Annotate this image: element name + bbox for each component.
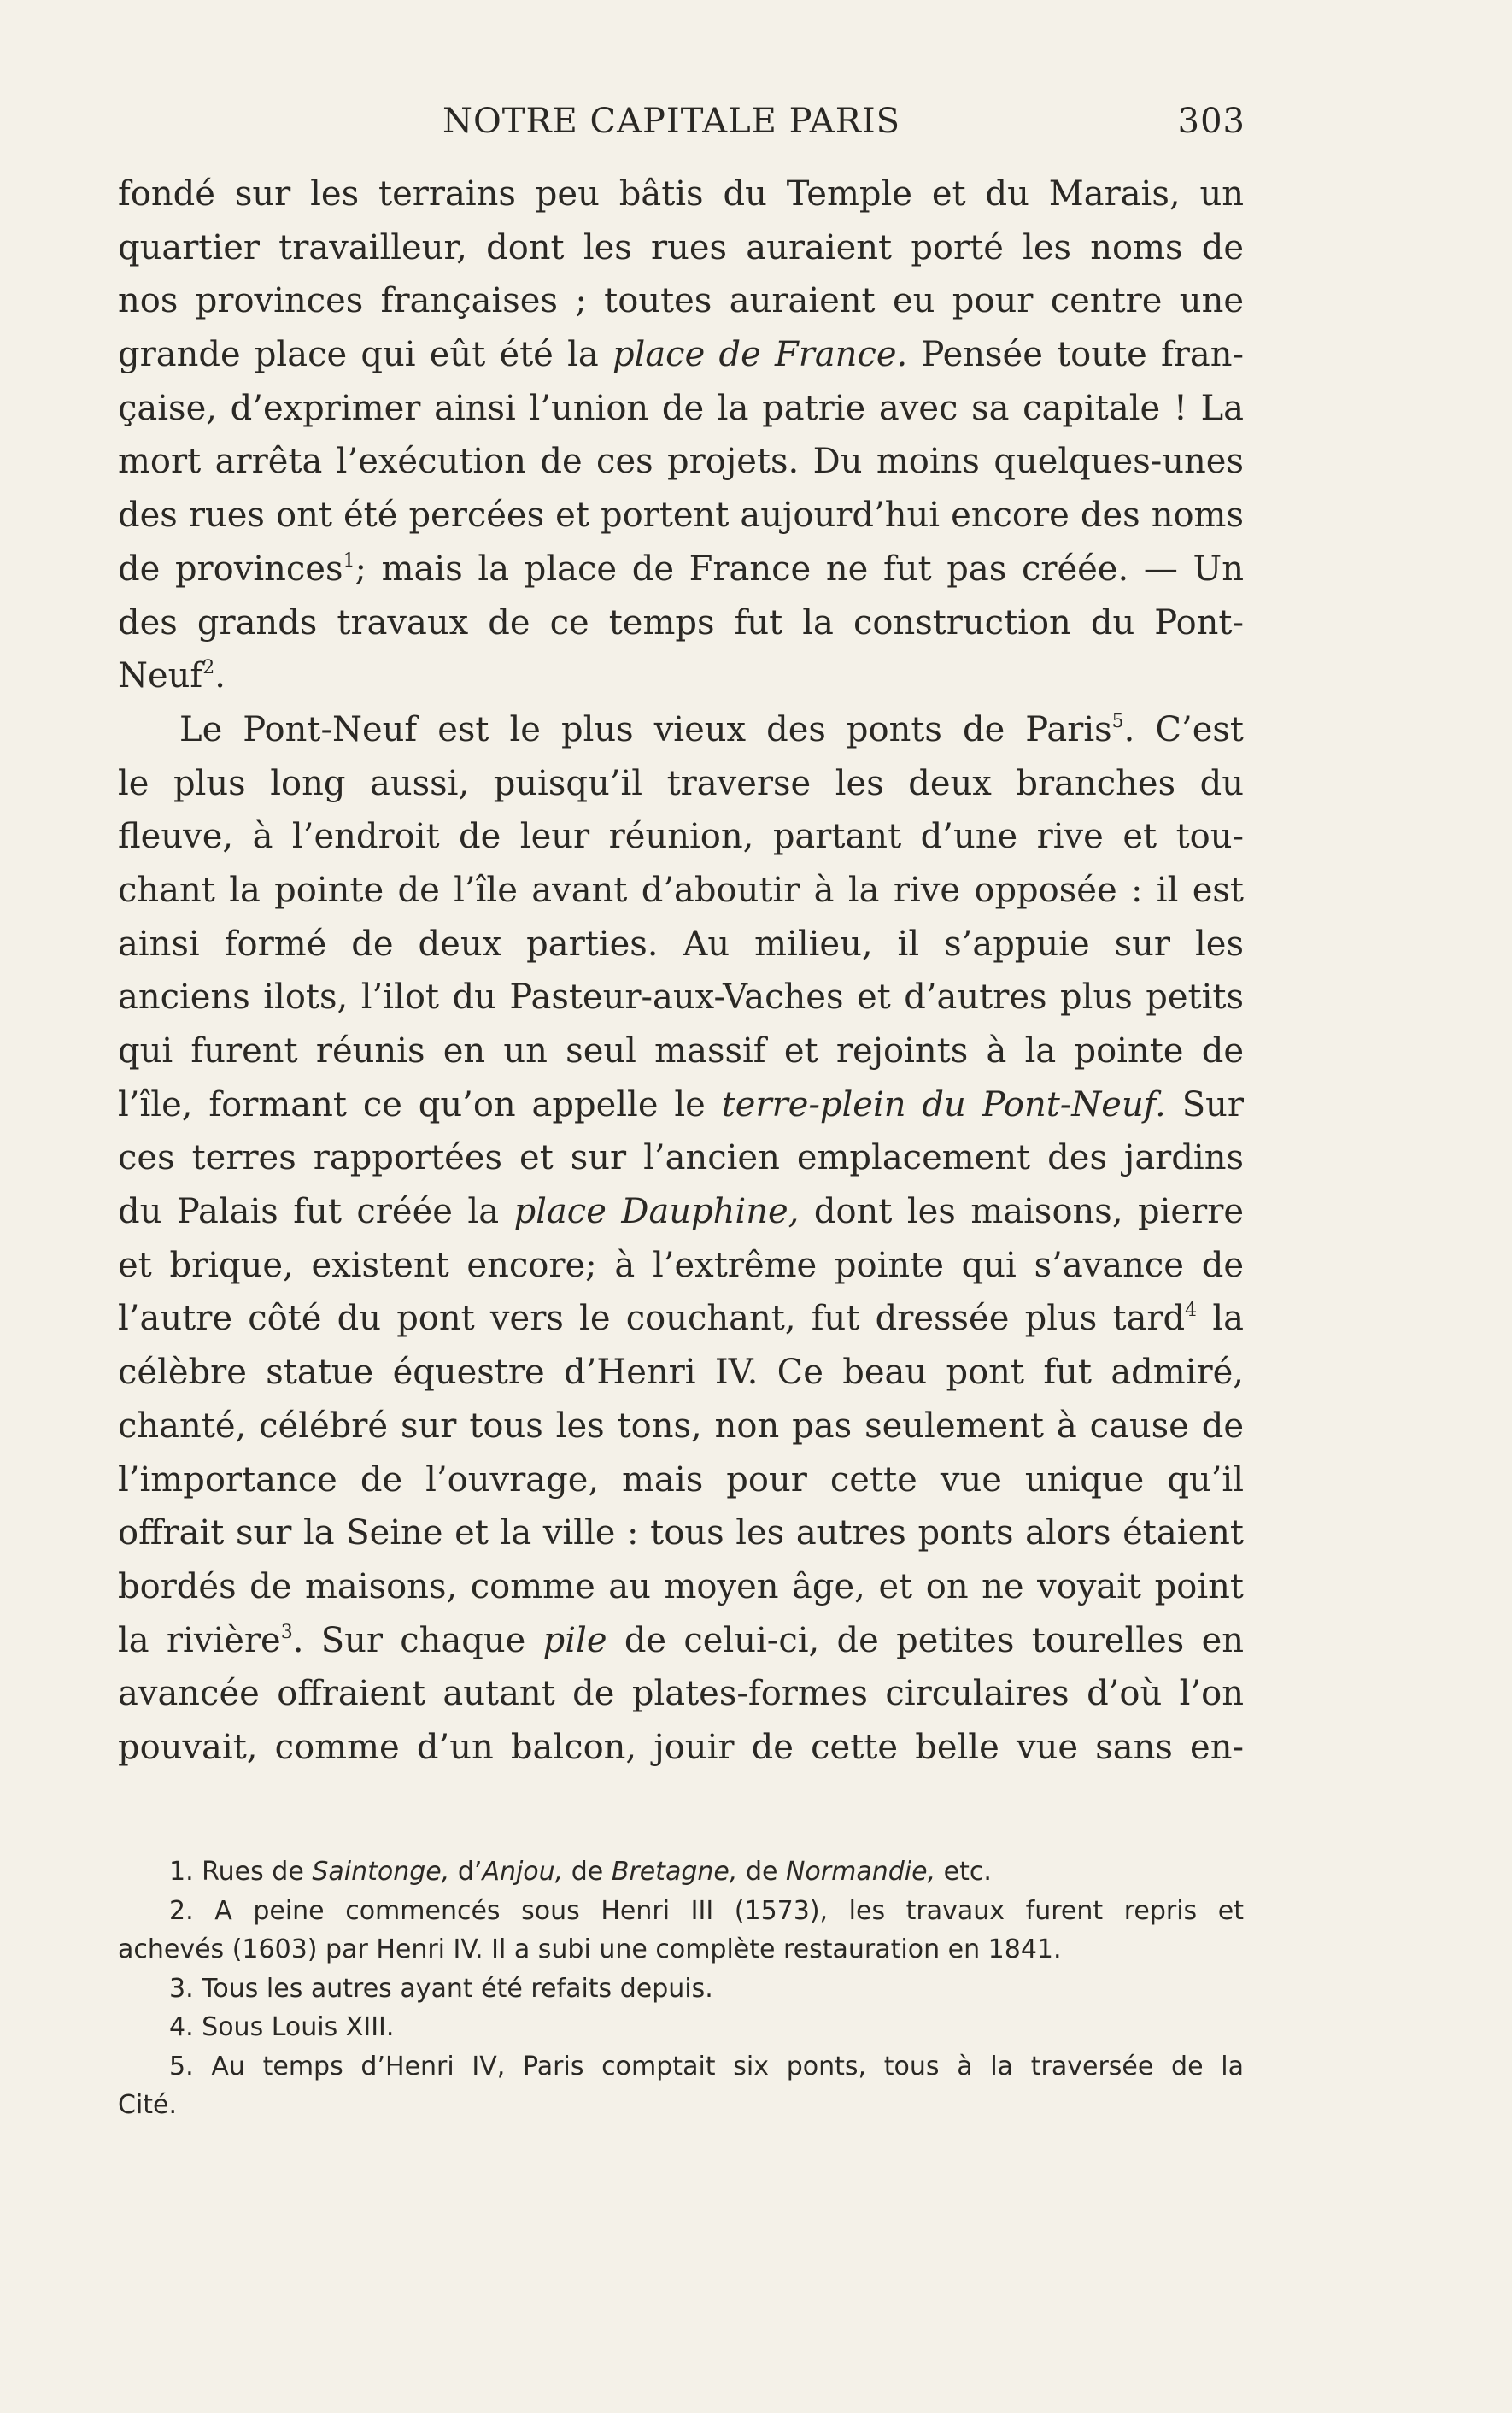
italic-pile: pile	[542, 1620, 607, 1660]
italic-place-dauphine: place Dauphine,	[513, 1192, 800, 1232]
footnote-ref-4: 4	[1185, 1300, 1198, 1322]
text-line: Le Pont-Neuf est le plus vieux des ponts de Paris$^5$. C’est	[179, 709, 1244, 749]
text-line: bordés de maisons, comme au moyen âge, et on ne voyait point	[118, 1566, 1244, 1606]
text-line: chant la pointe de l’île avant d’aboutir à la rive opposée : il est	[118, 870, 1244, 910]
running-head	[118, 96, 1245, 147]
text-line: ces terres rapportées et sur l’ancien emplacement des jardins	[118, 1138, 1244, 1178]
footnotes	[118, 1852, 1244, 2125]
text-line: nos provinces françaises ; toutes auraient eu pour centre une	[118, 281, 1244, 321]
text-line: du Palais fut créée la place Dauphine, dont les maisons, pierre	[118, 1192, 1244, 1232]
text-line: quartier travailleur, dont les rues auraient porté les noms de	[118, 227, 1244, 267]
text-line: offrait sur la Seine et la ville : tous les autres ponts alors étaient	[118, 1513, 1244, 1553]
footnote-3: 3. Tous les autres ayant été refaits depuis.	[169, 1973, 713, 2004]
footnote-ref-5: 5	[1111, 710, 1124, 732]
text-line: des rues ont été percées et portent aujourd’hui encore des noms	[118, 496, 1244, 536]
text-line: avancée offraient autant de plates-formes circulaires d’où l’on	[118, 1674, 1244, 1714]
text-line: l’importance de l’ouvrage, mais pour cette vue unique qu’il	[118, 1459, 1244, 1500]
text-line: chanté, célébré sur tous les tons, non pas seulement à cause de	[118, 1406, 1244, 1446]
italic-terre-plein: terre-plein du Pont-Neuf.	[721, 1084, 1166, 1124]
footnote-4: 4. Sous Louis XIII.	[169, 2012, 395, 2042]
text-line: ainsi formé de deux parties. Au milieu, il s’appuie sur les	[118, 924, 1244, 964]
footnote-5: 5. Au temps d’Henri IV, Paris comptait six ponts, tous à la traversée de la	[169, 2051, 1244, 2081]
text-line: des grands travaux de ce temps fut la construction du Pont-	[118, 602, 1244, 643]
text-line: la rivière$^3$. Sur chaque pile de celui-ci, de petites tourelles en	[118, 1620, 1244, 1660]
text-line: qui furent réunis en un seul massif et rejoints à la pointe de	[118, 1031, 1244, 1071]
body-text	[118, 167, 1244, 1775]
footnote-2-cont: achevés (1603) par Henri IV. Il a subi une complète restauration en 1841.	[118, 1935, 1062, 1964]
running-title: NOTRE CAPITALE PARIS	[442, 102, 901, 141]
text-line: anciens ilots, l’ilot du Pasteur-aux-Vaches et d’autres plus petits	[118, 978, 1244, 1018]
footnote-ref-3: 3	[280, 1621, 293, 1643]
text-line: l’autre côté du pont vers le couchant, fut dressée plus tard$^4$ la	[118, 1299, 1244, 1339]
text-line: grande place qui eût été la place de France. Pensée toute fran-	[118, 335, 1244, 375]
text-line: l’île, formant ce qu’on appelle le terre-plein du Pont-Neuf. Sur	[118, 1084, 1244, 1124]
footnote-2: 2. A peine commencés sous Henri III (1573), les travaux furent repris et	[169, 1895, 1244, 1926]
footnote-ref-1: 1	[343, 549, 355, 572]
text-line: çaise, d’exprimer ainsi l’union de la patrie avec sa capitale ! La	[118, 388, 1244, 428]
text-line: Neuf$^2$.	[118, 656, 226, 696]
text-line: le plus long aussi, puisqu’il traverse les deux branches du	[118, 763, 1244, 803]
text-line: pouvait, comme d’un balcon, jouir de cette belle vue sans en-	[118, 1727, 1244, 1767]
footnote-5-cont: Cité.	[118, 2090, 178, 2120]
italic-place-de-france: place de France.	[612, 335, 908, 375]
text-line: fleuve, à l’endroit de leur réunion, partant d’une rive et tou-	[118, 817, 1244, 857]
text-line: mort arrêta l’exécution de ces projets. Du moins quelques-unes	[118, 442, 1244, 482]
footnote-1: 1. Rues de Saintonge, d’Anjou, de Bretagne, de Normandie, etc.	[169, 1857, 992, 1887]
page-number: 303	[1177, 102, 1245, 141]
text-line: célèbre statue équestre d’Henri IV. Ce beau pont fut admiré,	[118, 1353, 1244, 1393]
text-line: fondé sur les terrains peu bâtis du Temple et du Marais, un	[118, 174, 1244, 214]
text-line: de provinces$^1$; mais la place de France ne fut pas créée. — Un	[118, 549, 1244, 589]
text-line: et brique, existent encore; à l’extrême pointe qui s’avance de	[118, 1245, 1244, 1285]
footnote-ref-2: 2	[202, 657, 215, 679]
